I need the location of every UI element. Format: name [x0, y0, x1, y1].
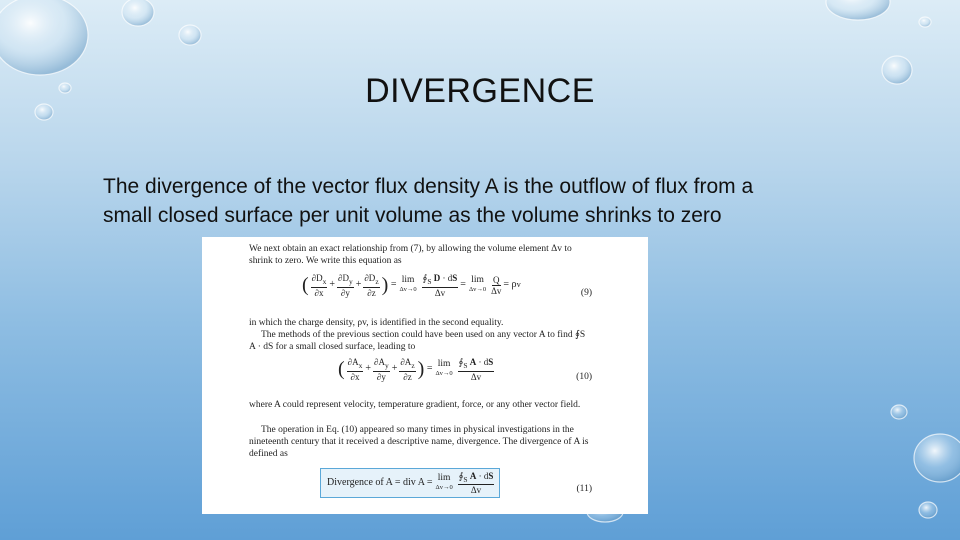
equation-number: (9): [580, 288, 592, 298]
excerpt-paragraph: in which the charge density, ρv, is identified in the second equality.: [249, 318, 504, 328]
water-drop: [891, 405, 907, 419]
equation-number: (10): [576, 372, 592, 382]
equation-9: ( $\frac{\partial D_x}{\partial x}$ + $\frac{\partial D_y}{\partial y}$ + $\frac{\partial D_z}{\partial z}$ ) = lim Δv→0 $\frac{∮_S D \cdot dS}{\Delta v}$ = lim Δv→0 $\frac{Q}{\Delta v}$ = ρ v: [302, 273, 521, 298]
water-drop: [826, 0, 890, 20]
water-drop: [179, 25, 201, 45]
divergence-definition-box: Divergence of A = div A = lim Δv→0 $\frac{∮_S A \cdot dS}{\Delta v}$: [320, 468, 500, 498]
water-drop: [919, 502, 937, 518]
water-drop: [0, 0, 88, 75]
excerpt-paragraph: where A could represent velocity, temperature gradient, force, or any other vector field.: [249, 400, 581, 410]
equation-number: (11): [576, 484, 592, 494]
excerpt-paragraph: The methods of the previous section could have been used on any vector A to find ∮S A · dS for a small closed surface, leading to: [249, 330, 586, 352]
excerpt-paragraph: We next obtain an exact relationship from (7), by allowing the volume element Δv to shrink to zero. We write this equation as: [249, 244, 572, 266]
equation-10: ( $\frac{\partial A_x}{\partial x}$ + $\frac{\partial A_y}{\partial y}$ + $\frac{\partial A_z}{\partial z}$ ) = lim Δv→0 $\frac{∮_S A \cdot dS}{\Delta v}$: [338, 357, 494, 382]
water-drop: [122, 0, 154, 26]
slide-body-text: The divergence of the vector flux density A is the outflow of flux from a small closed surface per unit volume as the volume shrinks to zero: [103, 175, 754, 227]
water-drop: [919, 17, 931, 27]
slide-title: DIVERGENCE: [365, 72, 595, 110]
equation-11-lhs: Divergence of A = div A =: [327, 477, 433, 488]
excerpt-paragraph: The operation in Eq. (10) appeared so many times in physical investigations in the nineteenth century that it received a descriptive name, divergence. The divergence of A is defined as: [249, 425, 589, 459]
textbook-excerpt-image: [202, 237, 648, 514]
water-drop: [914, 434, 960, 482]
